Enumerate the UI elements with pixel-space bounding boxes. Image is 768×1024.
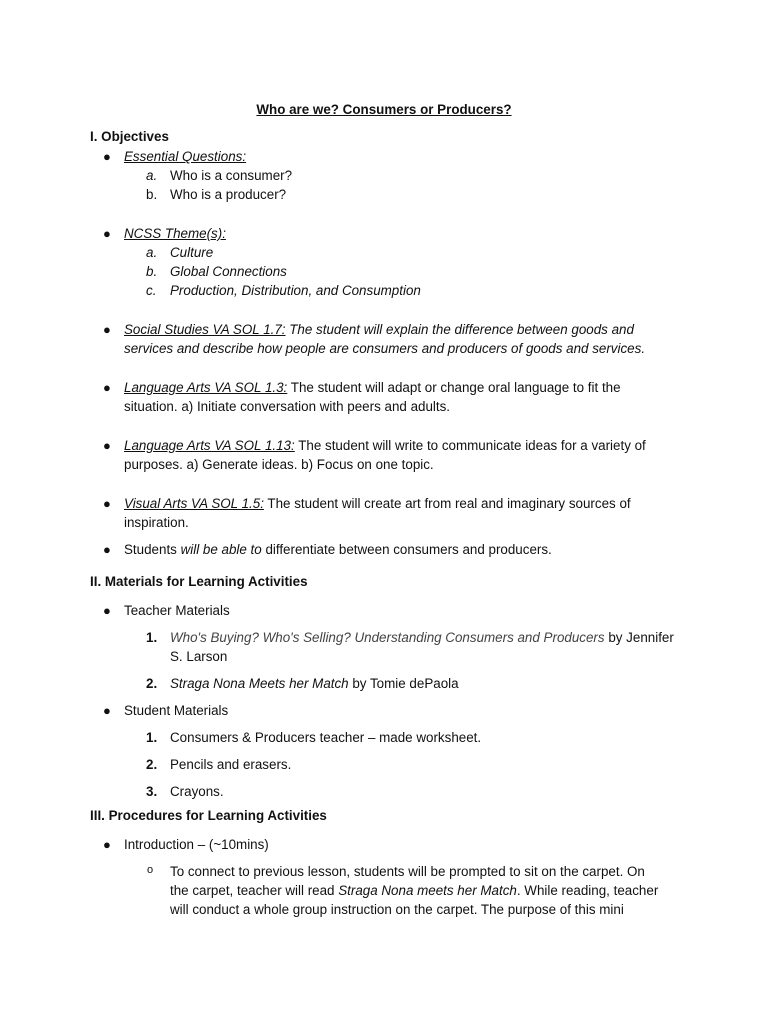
list-item: Culture [170, 245, 214, 260]
list-item: Consumers & Producers teacher – made worksheet. [170, 730, 482, 745]
book-title: Who's Buying? Who's Selling? Understanding Consumers and Producers [170, 630, 605, 645]
intro-text-line: To connect to previous lesson, students will be prompted to sit on the carpet. On [170, 864, 645, 879]
book-title: Straga Nona meets her Match [338, 883, 517, 898]
introduction-label: Introduction – (~10mins) [124, 837, 269, 852]
sol-text-continued: situation. a) Initiate conversation with peers and adults. [124, 399, 451, 414]
book-author: by Tomie dePaola [348, 676, 459, 691]
bullet-icon: ● [103, 149, 111, 164]
sol-text: The student will explain the difference between goods and [285, 322, 634, 337]
list-item: Pencils and erasers. [170, 757, 292, 772]
swbat-post: differentiate between consumers and producers. [261, 542, 552, 557]
list-marker: b. [146, 264, 158, 279]
list-marker: b. [146, 187, 158, 202]
bullet-icon: ● [103, 703, 111, 718]
swbat-objective [124, 540, 552, 559]
sol-label: Visual Arts VA SOL 1.5: [124, 496, 264, 511]
ncss-themes-label: NCSS Theme(s): [124, 226, 226, 241]
bullet-icon: ● [103, 438, 111, 453]
section-objectives-heading: I. Objectives [90, 129, 169, 144]
bullet-icon: ● [103, 322, 111, 337]
bullet-icon: ● [103, 603, 111, 618]
bullet-icon: ● [103, 837, 111, 852]
intro-text-line: will conduct a whole group instruction on the carpet. The purpose of this mini [170, 902, 624, 917]
circle-bullet-icon: o [147, 864, 154, 876]
bullet-icon: ● [103, 226, 111, 241]
student-materials-label: Student Materials [124, 703, 229, 718]
list-item: Who is a consumer? [170, 168, 293, 183]
intro-text-part: the carpet, teacher will read [170, 883, 339, 898]
sol-social-studies [124, 320, 634, 339]
sol-text: The student will write to communicate ideas for a variety of [294, 438, 646, 453]
page-title: Who are we? Consumers or Producers? [256, 102, 512, 117]
list-item [170, 628, 674, 647]
list-marker: 1. [146, 630, 158, 645]
book-title: Straga Nona Meets her Match [170, 676, 349, 691]
list-marker: a. [146, 168, 158, 183]
list-marker: 2. [146, 676, 158, 691]
list-item [170, 674, 459, 693]
intro-text-line [170, 881, 658, 900]
sol-language-arts-1-13 [124, 436, 646, 455]
sol-text-continued: purposes. a) Generate ideas. b) Focus on one topic. [124, 457, 434, 472]
sol-label: Social Studies VA SOL 1.7: [124, 322, 286, 337]
section-materials-heading: II. Materials for Learning Activities [90, 574, 308, 589]
sol-text: The student will adapt or change oral language to fit the [287, 380, 621, 395]
sol-text-continued: inspiration. [124, 515, 189, 530]
sol-text-continued: services and describe how people are consumers and producers of goods and services. [124, 341, 646, 356]
list-marker: 1. [146, 730, 158, 745]
sol-label: Language Arts VA SOL 1.13: [124, 438, 295, 453]
sol-language-arts-1-3 [124, 378, 621, 397]
teacher-materials-label: Teacher Materials [124, 603, 230, 618]
bullet-icon: ● [103, 380, 111, 395]
list-marker: 3. [146, 784, 158, 799]
sol-visual-arts [124, 494, 631, 513]
book-author: by Jennifer [604, 630, 674, 645]
intro-text-part: . While reading, teacher [516, 883, 659, 898]
section-procedures-heading: III. Procedures for Learning Activities [90, 808, 327, 823]
bullet-icon: ● [103, 542, 111, 557]
list-item: Who is a producer? [170, 187, 287, 202]
sol-label: Language Arts VA SOL 1.3: [124, 380, 288, 395]
swbat-pre: Students [124, 542, 181, 557]
essential-questions-label: Essential Questions: [124, 149, 247, 164]
list-marker: 2. [146, 757, 158, 772]
list-item: Crayons. [170, 784, 224, 799]
list-item-continued: S. Larson [170, 649, 228, 664]
swbat-italic: will be able to [180, 542, 262, 557]
sol-text: The student will create art from real and imaginary sources of [263, 496, 631, 511]
list-marker: a. [146, 245, 158, 260]
bullet-icon: ● [103, 496, 111, 511]
list-item: Production, Distribution, and Consumption [170, 283, 421, 298]
list-item: Global Connections [170, 264, 287, 279]
list-marker: c. [146, 283, 157, 298]
